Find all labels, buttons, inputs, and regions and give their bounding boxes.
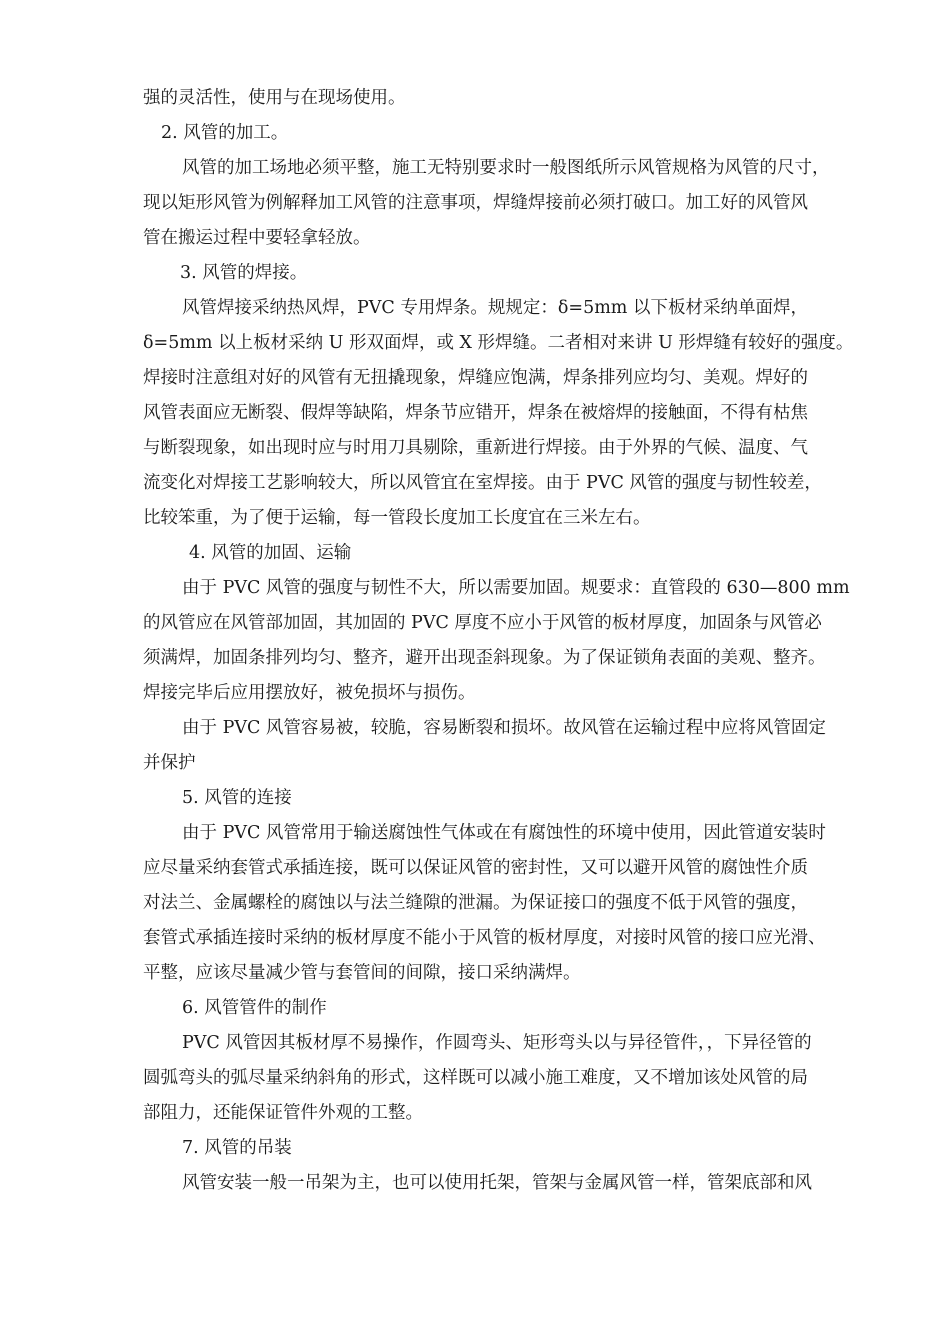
text-line: 并保护 xyxy=(143,753,196,773)
section-heading: 2. 风管的加工。 xyxy=(161,123,289,143)
text-line: PVC 风管因其板材厚不易操作，作圆弯头、矩形弯头以与异径管件，，下异径管的 xyxy=(182,1033,812,1053)
text-line: 风管焊接采纳热风焊，PVC 专用焊条。规规定：δ=5mm 以下板材采纳单面焊， xyxy=(182,298,808,318)
text-line: δ=5mm 以上板材采纳 U 形双面焊，或 X 形焊缝。二者相对来讲 U 形焊缝有较好的强度。 xyxy=(143,333,854,353)
text-line: 与断裂现象，如出现时应与时用刀具剔除，重新进行焊接。由于外界的气候、温度、气 xyxy=(143,438,808,458)
text-line: 部阻力，还能保证管件外观的工整。 xyxy=(143,1103,423,1123)
text-line: 焊接时注意组对好的风管有无扭撬现象，焊缝应饱满，焊条排列应均匀、美观。焊好的 xyxy=(143,368,808,388)
text-line: 由于 PVC 风管的强度与韧性不大，所以需要加固。规要求：直管段的 630—800 mm xyxy=(182,578,850,598)
text-line: 焊接完毕后应用摆放好，被免损坏与损伤。 xyxy=(143,683,476,703)
text-line: 流变化对焊接工艺影响较大，所以风管宜在室焊接。由于 PVC 风管的强度与韧性较差， xyxy=(143,473,822,493)
text-line: 的风管应在风管部加固，其加固的 PVC 厚度不应小于风管的板材厚度，加固条与风管必 xyxy=(143,613,822,633)
text-line: 强的灵活性，使用与在现场使用。 xyxy=(143,88,406,108)
text-line: 现以矩形风管为例解释加工风管的注意事项，焊缝焊接前必须打破口。加工好的风管风 xyxy=(143,193,808,213)
text-line: 风管的加工场地必须平整，施工无特别要求时一般图纸所示风管规格为风管的尺寸， xyxy=(182,158,830,178)
section-heading: 5. 风管的连接 xyxy=(182,788,292,808)
text-line: 管在搬运过程中要轻拿轻放。 xyxy=(143,228,371,248)
section-heading: 3. 风管的焊接。 xyxy=(180,263,308,283)
text-line: 平整，应该尽量减少管与套管间的间隙，接口采纳满焊。 xyxy=(143,963,581,983)
text-line: 比较笨重，为了便于运输，每一管段长度加工长度宜在三米左右。 xyxy=(143,508,651,528)
text-line: 须满焊，加固条排列均匀、整齐，避开出现歪斜现象。为了保证锁角表面的美观、整齐。 xyxy=(143,648,826,668)
section-heading: 7. 风管的吊装 xyxy=(182,1138,292,1158)
section-heading: 4. 风管的加固、运输 xyxy=(189,543,352,563)
text-line: 应尽量采纳套管式承插连接，既可以保证风管的密封性，又可以避开风管的腐蚀性介质 xyxy=(143,858,808,878)
text-line: 套管式承插连接时采纳的板材厚度不能小于风管的板材厚度，对接时风管的接口应光滑、 xyxy=(143,928,826,948)
text-line: 风管表面应无断裂、假焊等缺陷，焊条节应错开，焊条在被熔焊的接触面，不得有枯焦 xyxy=(143,403,808,423)
section-heading: 6. 风管管件的制作 xyxy=(182,998,327,1018)
text-line: 风管安装一般一吊架为主，也可以使用托架，管架与金属风管一样，管架底部和风 xyxy=(182,1173,812,1193)
text-line: 圆弧弯头的弧尽量采纳斜角的形式，这样既可以减小施工难度，又不增加该处风管的局 xyxy=(143,1068,808,1088)
text-line: 由于 PVC 风管常用于输送腐蚀性气体或在有腐蚀性的环境中使用，因此管道安装时 xyxy=(182,823,826,843)
text-line: 由于 PVC 风管容易被，较脆，容易断裂和损坏。故风管在运输过程中应将风管固定 xyxy=(182,718,826,738)
text-line: 对法兰、金属螺栓的腐蚀以与法兰缝隙的泄漏。为保证接口的强度不低于风管的强度， xyxy=(143,893,808,913)
